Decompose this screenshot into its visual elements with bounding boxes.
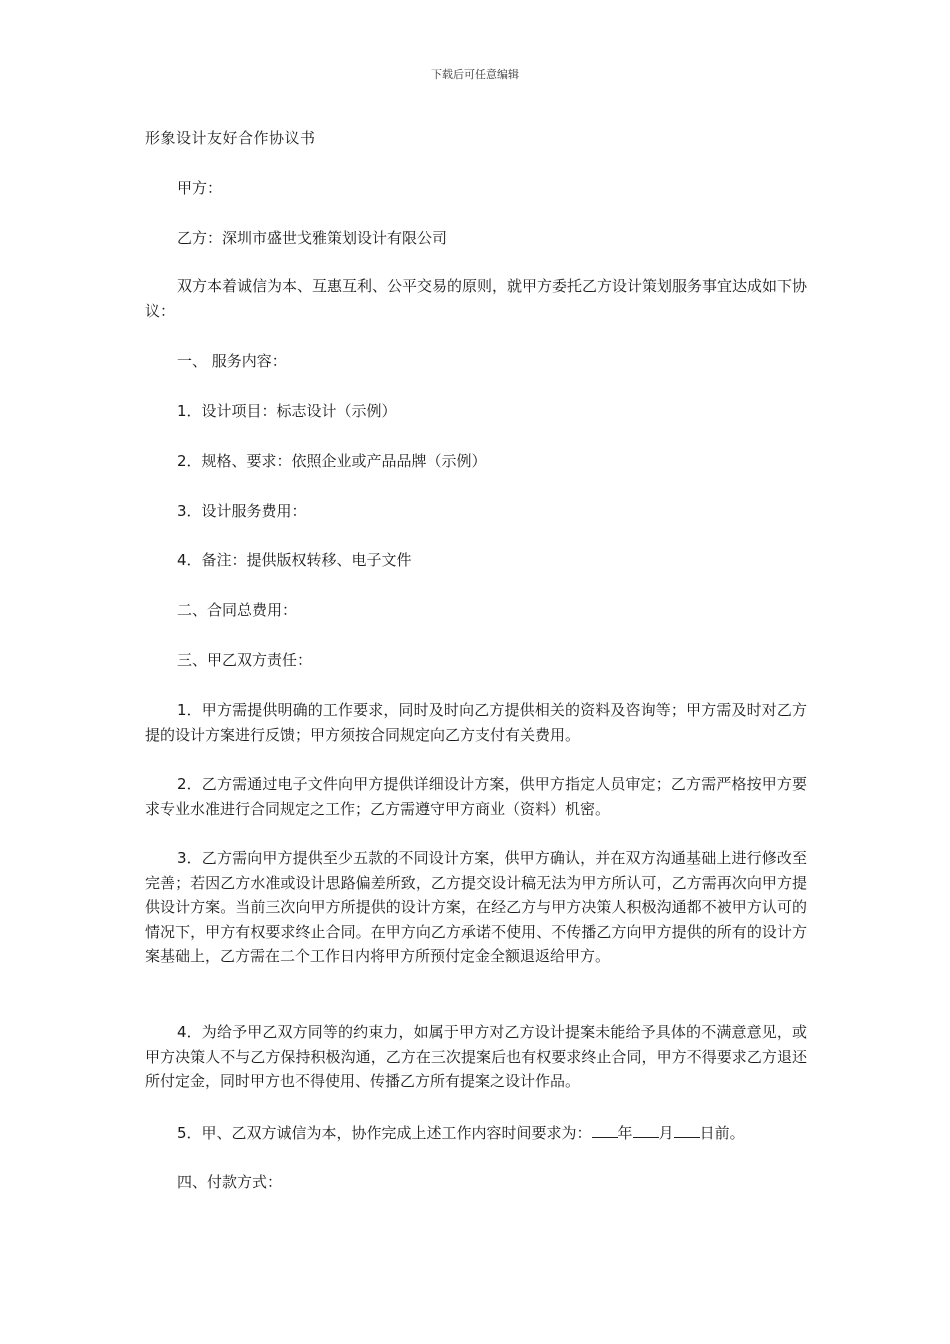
page-header-note: 下载后可任意编辑 <box>431 68 519 81</box>
service-item-2: 2．规格、要求：依照企业或产品品牌（示例） <box>177 452 487 470</box>
responsibility-item-1: 1．甲方需提供明确的工作要求，同时及时向乙方提供相关的资料及咨询等；甲方需及时对乙方提的设计方案进行反馈；甲方须按合同规定向乙方支付有关费用。 <box>145 701 807 744</box>
responsibility-item-2: 2．乙方需通过电子文件向甲方提供详细设计方案，供甲方指定人员审定；乙方需严格按甲方要求专业水准进行合同规定之工作；乙方需遵守甲方商业（资料）机密。 <box>145 775 807 818</box>
intro-paragraph: 双方本着诚信为本、互惠互利、公平交易的原则，就甲方委托乙方设计策划服务事宜达成如下协议： <box>145 277 808 320</box>
section-4-heading: 四、付款方式： <box>177 1173 283 1191</box>
section-2-heading: 二、合同总费用： <box>177 601 298 619</box>
section-1-heading: 一、 服务内容： <box>177 352 287 370</box>
year-label: 年 <box>617 1124 633 1142</box>
item-5-prefix: 5．甲、乙双方诚信为本，协作完成上述工作内容时间要求为： <box>177 1124 592 1142</box>
service-item-1: 1．设计项目：标志设计（示例） <box>177 402 397 420</box>
responsibility-item-4: 4．为给予甲乙双方同等的约束力，如属于甲方对乙方设计提案未能给予具体的不满意意见，或甲方决策人不与乙方保持积极沟通，乙方在三次提案后也有权要求终止合同，甲方不得要求乙方退还所付定金，同时甲方也不得使用、传播乙方所有提案之设计作品。 <box>145 1023 807 1090</box>
service-item-4: 4．备注：提供版权转移、电子文件 <box>177 551 412 569</box>
responsibility-item-5 <box>145 1121 807 1146</box>
responsibility-item-3: 3．乙方需向甲方提供至少五款的不同设计方案，供甲方确认，并在双方沟通基础上进行修改至完善；若因乙方水准或设计思路偏差所致，乙方提交设计稿无法为甲方所认可，乙方需再次向甲方提供设计方案。当前三次向甲方所提供的设计方案，在经乙方与甲方决策人积极沟通都不被甲方认可的情况下，甲方有权要求终止合同。在甲方向乙方承诺不使用、不传播乙方向甲方提供的所有的设计方案基础上，乙方需在二个工作日内将甲方所预付定金全额退返给甲方。 <box>145 849 807 965</box>
service-item-3: 3．设计服务费用： <box>177 502 307 520</box>
day-blank <box>674 1123 700 1138</box>
document-title: 形象设计友好合作协议书 <box>145 129 316 147</box>
party-a-line: 甲方： <box>177 179 223 197</box>
month-blank <box>633 1123 659 1138</box>
party-b-line: 乙方：深圳市盛世戈雅策划设计有限公司 <box>177 229 448 247</box>
month-label: 月 <box>658 1124 674 1142</box>
year-blank <box>592 1123 618 1138</box>
item-5-suffix: 日前。 <box>699 1124 745 1142</box>
section-3-heading: 三、甲乙双方责任： <box>177 651 313 669</box>
